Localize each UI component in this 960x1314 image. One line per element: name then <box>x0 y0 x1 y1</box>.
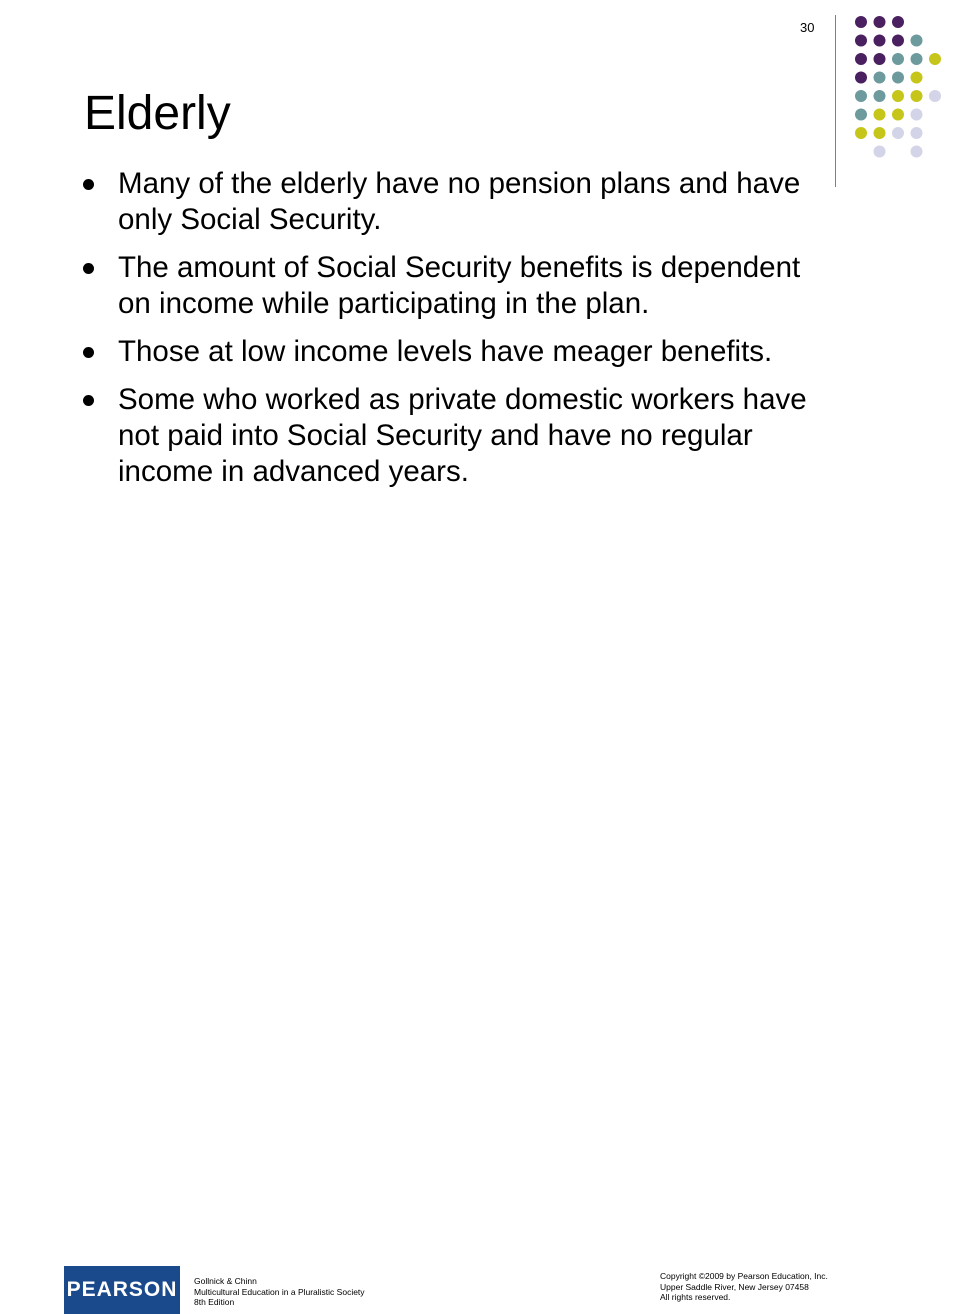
decorative-dot <box>892 16 904 28</box>
decorative-dot <box>855 72 867 84</box>
decorative-dot <box>911 35 923 47</box>
decorative-dot <box>911 72 923 84</box>
slide-title: Elderly <box>84 87 231 140</box>
decorative-dot <box>892 72 904 84</box>
footer <box>0 630 960 1307</box>
decorative-dot <box>874 16 886 28</box>
bullet-dot-icon <box>83 179 94 190</box>
decorative-dot <box>892 127 904 139</box>
copyright-line: Copyright ©2009 by Pearson Education, Inc. <box>660 1271 828 1281</box>
decorative-dot <box>874 127 886 139</box>
bullet-dot-icon <box>83 347 94 358</box>
decorative-dot <box>911 127 923 139</box>
decorative-dot <box>855 127 867 139</box>
decorative-dot <box>911 90 923 102</box>
decorative-dot <box>855 109 867 121</box>
bullet-item <box>80 250 840 322</box>
decorative-dot <box>855 35 867 47</box>
decorative-dot <box>929 53 941 65</box>
bullet-list <box>80 166 840 502</box>
bullet-item <box>80 382 840 490</box>
decorative-dot <box>874 146 886 158</box>
decorative-dot <box>874 109 886 121</box>
decorative-dot <box>911 53 923 65</box>
pearson-logo: PEARSON <box>64 1266 180 1314</box>
decorative-dot <box>892 109 904 121</box>
book-title: Multicultural Education in a Pluralistic Society <box>194 1286 365 1297</box>
page-number: 30 <box>800 20 815 35</box>
bullet-dot-icon <box>83 395 94 406</box>
decorative-dot <box>892 90 904 102</box>
decorative-dot <box>874 35 886 47</box>
bullet-text: Many of the elderly have no pension plans and have only Social Security. <box>118 167 801 236</box>
bullet-item <box>80 166 840 238</box>
bullet-dot-icon <box>83 263 94 274</box>
copyright-address: Upper Saddle River, New Jersey 07458 <box>660 1281 809 1292</box>
copyright-notice <box>660 1271 828 1303</box>
decorative-dot <box>892 53 904 65</box>
book-info <box>194 1276 365 1308</box>
decorative-dot <box>911 146 923 158</box>
copyright-rights: All rights reserved. <box>660 1292 731 1302</box>
bullet-item <box>80 334 840 370</box>
decorative-dot <box>892 35 904 47</box>
decorative-dot <box>929 90 941 102</box>
decorative-dot <box>874 72 886 84</box>
decorative-dot <box>855 53 867 65</box>
decorative-dot <box>855 90 867 102</box>
bullet-text: The amount of Social Security benefits is dependent on income while participating in the plan. <box>118 251 801 320</box>
book-edition: 8th Edition <box>194 1297 235 1307</box>
decorative-dot <box>911 109 923 121</box>
decorative-dot <box>874 90 886 102</box>
bullet-text: Some who worked as private domestic workers have not paid into Social Security and have no regular income in advanced years. <box>118 383 807 488</box>
decorative-dot <box>874 53 886 65</box>
decorative-dot <box>855 16 867 28</box>
book-authors: Gollnick & Chinn <box>194 1276 257 1286</box>
vertical-divider <box>835 15 836 187</box>
bullet-text: Those at low income levels have meager benefits. <box>118 335 773 368</box>
